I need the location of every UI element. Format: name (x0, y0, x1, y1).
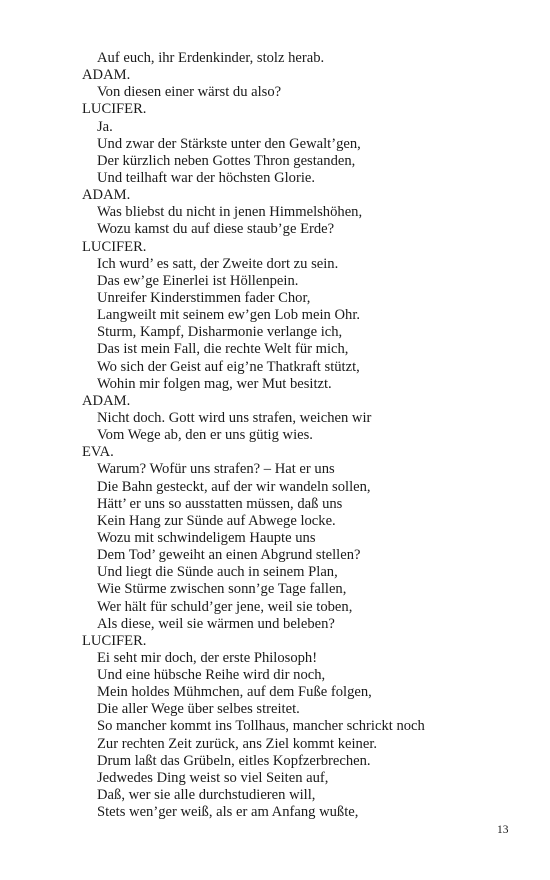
verse-line: Warum? Wofür uns strafen? – Hat er uns (97, 461, 335, 478)
speaker-name: LUCIFER. (82, 238, 147, 255)
verse-line: Das ist mein Fall, die rechte Welt für mich, (97, 341, 349, 358)
verse-line: Zur rechten Zeit zurück, ans Ziel kommt keiner. (97, 735, 378, 752)
verse-line: Hätt’ er uns so ausstatten müssen, daß uns (97, 495, 343, 512)
drama-text (82, 50, 512, 821)
verse-line: Langweilt mit seinem ew’gen Lob mein Ohr. (97, 307, 361, 324)
verse-line: Dem Tod’ geweiht an einen Abgrund stellen? (97, 547, 361, 564)
speaker-name: ADAM. (82, 67, 131, 84)
verse-line: Wie Stürme zwischen sonn’ge Tage fallen, (97, 581, 347, 598)
verse-line: Und zwar der Stärkste unter den Gewalt’gen, (97, 135, 361, 152)
verse-line: So mancher kommt ins Tollhaus, mancher schrickt noch (97, 718, 425, 735)
verse-line: Der kürzlich neben Gottes Thron gestanden, (97, 152, 356, 169)
verse-line: Und liegt die Sünde auch in seinem Plan, (97, 564, 338, 581)
verse-line: Was bliebst du nicht in jenen Himmelshöhen, (97, 204, 363, 221)
verse-line: Wer hält für schuld’ger jene, weil sie toben, (97, 598, 353, 615)
speaker-name: EVA. (82, 444, 114, 461)
verse-line: Auf euch, ihr Erdenkinder, stolz herab. (97, 50, 325, 66)
verse-line: Und teilhaft war der höchsten Glorie. (97, 169, 316, 186)
verse-line: Mein holdes Mühmchen, auf dem Fuße folgen, (97, 684, 372, 701)
verse-line: Stets wen’ger weiß, als er am Anfang wußte, (97, 804, 359, 821)
verse-line: Das ew’ge Einerlei ist Höllenpein. (97, 272, 299, 289)
speaker-name: ADAM. (82, 187, 131, 204)
page-number: 13 (497, 824, 509, 836)
verse-line: Ei seht mir doch, der erste Philosoph! (97, 649, 318, 666)
verse-line: Unreifer Kinderstimmen fader Chor, (97, 289, 311, 306)
verse-line: Wozu kamst du auf diese staub’ge Erde? (97, 221, 335, 238)
verse-line: Ich wurd’ es satt, der Zweite dort zu sein. (97, 255, 339, 272)
verse-line: Von diesen einer wärst du also? (97, 84, 282, 101)
speaker-name: LUCIFER. (82, 632, 147, 649)
verse-line: Drum laßt das Grübeln, eitles Kopfzerbrechen. (97, 752, 371, 769)
verse-line: Vom Wege ab, den er uns gütig wies. (97, 427, 313, 444)
verse-line: Die aller Wege über selbes streitet. (97, 701, 300, 718)
speaker-name: ADAM. (82, 392, 131, 409)
verse-line: Daß, wer sie alle durchstudieren will, (97, 787, 316, 804)
verse-line: Wo sich der Geist auf eig’ne Thatkraft stützt, (97, 358, 360, 375)
verse-line: Wozu mit schwindeligem Haupte uns (97, 529, 316, 546)
verse-line: Kein Hang zur Sünde auf Abwege locke. (97, 512, 336, 529)
verse-line: Nicht doch. Gott wird uns strafen, weichen wir (97, 409, 372, 426)
verse-line: Sturm, Kampf, Disharmonie verlange ich, (97, 324, 343, 341)
verse-line: Als diese, weil sie wärmen und beleben? (97, 615, 335, 632)
verse-line: Wohin mir folgen mag, wer Mut besitzt. (97, 375, 332, 392)
verse-line: Und eine hübsche Reihe wird dir noch, (97, 667, 326, 684)
speaker-name: LUCIFER. (82, 101, 147, 118)
verse-line: Die Bahn gesteckt, auf der wir wandeln sollen, (97, 478, 371, 495)
verse-line: Jedwedes Ding weist so viel Seiten auf, (97, 769, 329, 786)
verse-line: Ja. (97, 118, 113, 135)
